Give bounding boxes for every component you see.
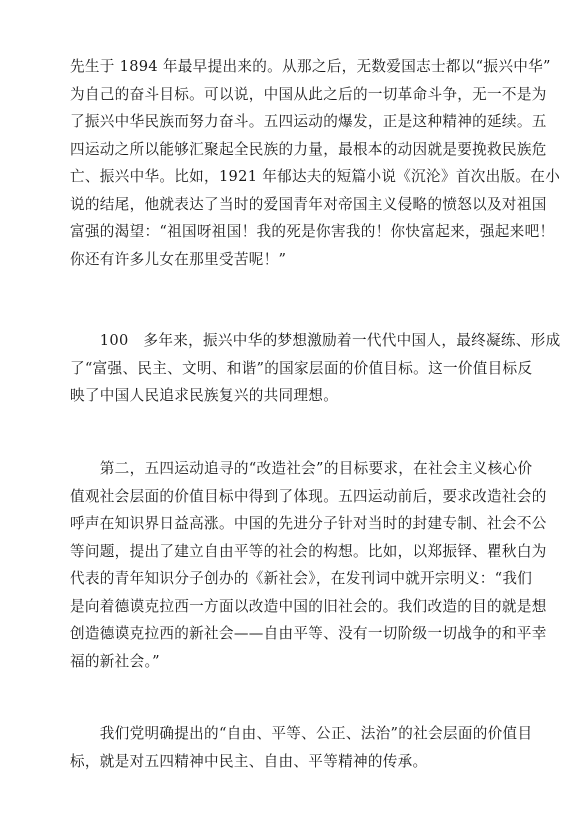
text-line: 为自己的奋斗目标。可以说，中国从此之后的一切革命斗争，无一不是为 xyxy=(70,85,547,103)
text-line: 了“富强、民主、文明、和谐”的国家层面的价值目标。这一价值目标反 xyxy=(70,359,533,377)
text-line: 是向着德谟克拉西一方面以改造中国的旧社会的。我们改造的目的就是想 xyxy=(70,597,547,615)
text-line: 100 多年来，振兴中华的梦想激励着一代代中国人，最终凝练、形成 xyxy=(70,332,561,349)
paragraph-3 xyxy=(70,455,547,675)
text-line: 了振兴中华民族而努力奋斗。五四运动的爆发，正是这种精神的延续。五 xyxy=(70,113,547,130)
text-line: 四运动之所以能够汇聚起全民族的力量，最根本的动因就是要挽救民族危 xyxy=(70,140,547,158)
text-line: 代表的青年知识分子创办的《新社会》，在发刊词中就开宗明义：“我们 xyxy=(70,570,533,587)
text-line: 第二，五四运动追寻的“改造社会”的目标要求，在社会主义核心价 xyxy=(70,460,533,477)
text-line: 呼声在知识界日益高涨。中国的先进分子针对当时的封建专制、社会不公 xyxy=(70,515,547,532)
text-line: 先生于 1894 年最早提出来的。从那之后，无数爱国志士都以“振兴中华” xyxy=(70,58,551,75)
text-line: 说的结尾，他就表达了当时的爱国青年对帝国主义侵略的愤怒以及对祖国 xyxy=(70,195,547,213)
text-line: 等问题，提出了建立自由平等的社会的构想。比如，以郑振铎、瞿秋白为 xyxy=(70,542,547,560)
text-line: 标，就是对五四精神中民主、自由、平等精神的传承。 xyxy=(70,752,428,770)
text-line: 映了中国人民追求民族复兴的共同理想。 xyxy=(70,387,339,404)
text-line: 值观社会层面的价值目标中得到了体现。五四运动前后，要求改造社会的 xyxy=(70,487,547,505)
text-line: 亡、振兴中华。比如，1921 年郁达夫的短篇小说《沉沦》首次出版。在小 xyxy=(70,168,561,185)
paragraph-2 xyxy=(70,327,561,410)
paragraph-1 xyxy=(70,53,561,273)
text-line: 你还有许多儿女在那里受苦呢！” xyxy=(70,250,287,268)
paragraph-4 xyxy=(70,720,533,775)
text-line: 创造德谟克拉西的新社会——自由平等、没有一切阶级一切战争的和平幸 xyxy=(70,625,547,642)
text-line: 我们党明确提出的“自由、平等、公正、法治”的社会层面的价值目 xyxy=(70,725,533,742)
text-line: 福的新社会。” xyxy=(70,652,160,670)
text-line: 富强的渴望：“祖国呀祖国！我的死是你害我的！你快富起来，强起来吧！ xyxy=(70,223,555,240)
